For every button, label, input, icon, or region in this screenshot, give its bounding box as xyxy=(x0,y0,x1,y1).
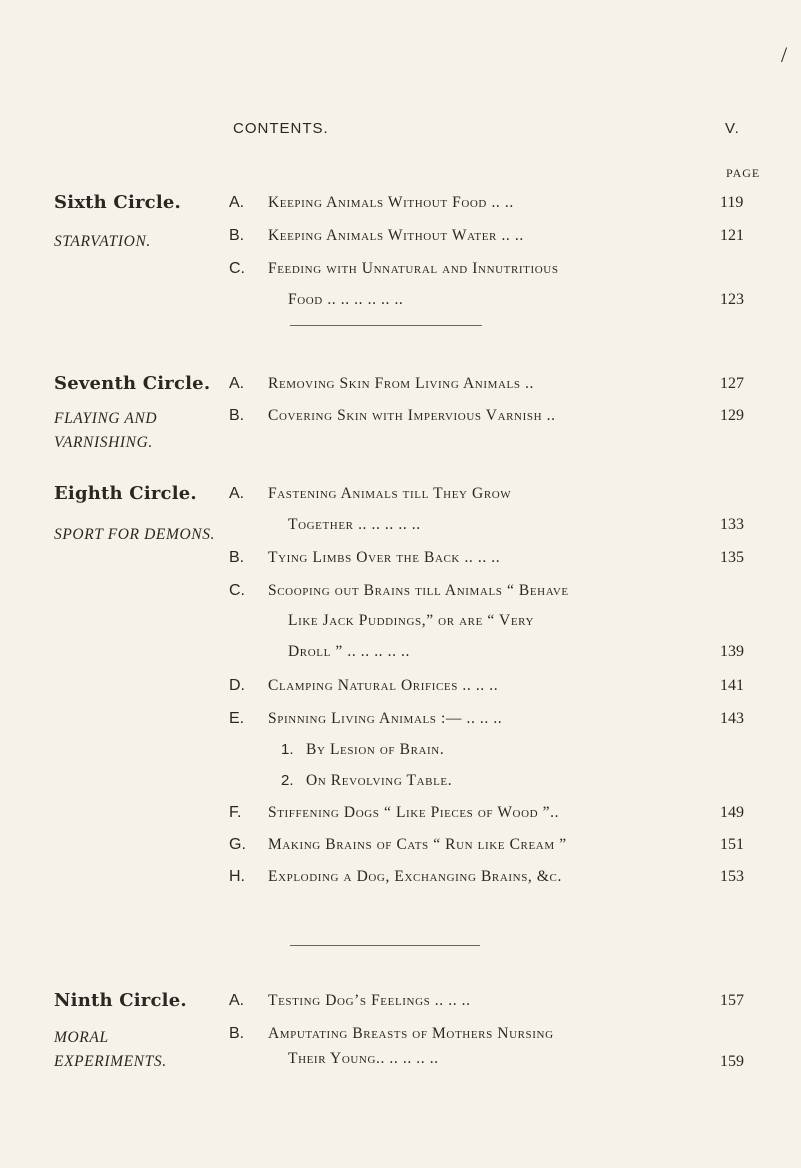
entry-text: Removing Skin From Living Animals .. xyxy=(268,375,534,392)
running-head-title: CONTENTS. xyxy=(233,120,329,137)
entry-page: 151 xyxy=(720,836,744,853)
circle-title: Sixth Circle. xyxy=(54,192,182,213)
entry-page: 159 xyxy=(720,1053,744,1070)
entry-letter: F. xyxy=(229,804,242,821)
entry-page: 121 xyxy=(720,227,744,244)
entry-page: 127 xyxy=(720,375,744,392)
entry-page: 119 xyxy=(720,194,744,211)
entry-text: Making Brains of Cats “ Run like Cream ” xyxy=(268,836,567,853)
circle-subtitle: STARVATION. xyxy=(54,233,151,250)
entry-text-continued: Together .. .. .. .. .. xyxy=(288,516,421,533)
entry-letter: B. xyxy=(229,407,245,424)
entry-text-continued: Like Jack Puddings,” or are “ Very xyxy=(288,612,535,629)
subentry-number: 2. xyxy=(281,772,294,789)
entry-page: 139 xyxy=(720,643,744,660)
entry-text-continued: Their Young.. .. .. .. .. xyxy=(288,1050,439,1067)
entry-page: 157 xyxy=(720,992,744,1009)
entry-text: Tying Limbs Over the Back .. .. .. xyxy=(268,549,501,566)
section-divider xyxy=(290,945,480,946)
entry-letter: C. xyxy=(229,582,245,599)
entry-text: Fastening Animals till They Grow xyxy=(268,485,512,502)
page-column-label: PAGE xyxy=(726,166,761,180)
entry-page: 153 xyxy=(720,868,744,885)
entry-text: Feeding with Unnatural and Innutritious xyxy=(268,260,559,277)
subentry-text: On Revolving Table. xyxy=(306,772,453,789)
circle-subtitle: SPORT FOR DEMONS. xyxy=(54,526,216,543)
subentry-number: 1. xyxy=(281,741,294,758)
circle-title: Seventh Circle. xyxy=(54,373,211,394)
entry-text: Testing Dog’s Feelings .. .. .. xyxy=(268,992,471,1009)
entry-page: 149 xyxy=(720,804,744,821)
entry-text: Amputating Breasts of Mothers Nursing xyxy=(268,1025,554,1042)
entry-text: Exploding a Dog, Exchanging Brains, &c. xyxy=(268,868,562,885)
entry-page: 143 xyxy=(720,710,744,727)
entry-text: Scooping out Brains till Animals “ Behave xyxy=(268,582,569,599)
entry-text: Covering Skin with Impervious Varnish .. xyxy=(268,407,556,424)
entry-text: Keeping Animals Without Water .. .. xyxy=(268,227,524,244)
entry-letter: A. xyxy=(229,992,245,1009)
entry-letter: B. xyxy=(229,1025,245,1042)
entry-letter: B. xyxy=(229,227,245,244)
circle-title: Eighth Circle. xyxy=(54,483,197,504)
entry-text-continued: Food .. .. .. .. .. .. xyxy=(288,291,404,308)
circle-subtitle: FLAYING AND VARNISHING. xyxy=(54,410,158,451)
entry-text: Stiffening Dogs “ Like Pieces of Wood ”.. xyxy=(268,804,560,821)
entry-letter: E. xyxy=(229,710,245,727)
entry-text-continued: Droll ” .. .. .. .. .. xyxy=(288,643,410,660)
entry-letter: A. xyxy=(229,375,245,392)
entry-page: 133 xyxy=(720,516,744,533)
entry-letter: A. xyxy=(229,485,245,502)
entry-text: Spinning Living Animals :— .. .. .. xyxy=(268,710,503,727)
corner-mark: / xyxy=(781,42,788,67)
entry-text: Keeping Animals Without Food .. .. xyxy=(268,194,514,211)
entry-page: 129 xyxy=(720,407,744,424)
running-head-page-number: V. xyxy=(725,120,740,137)
circle-subtitle: MORAL EXPERIMENTS. xyxy=(54,1029,167,1070)
entry-letter: G. xyxy=(229,836,246,853)
entry-page: 135 xyxy=(720,549,744,566)
entry-letter: A. xyxy=(229,194,245,211)
entry-page: 123 xyxy=(720,291,744,308)
entry-letter: D. xyxy=(229,677,245,694)
entry-letter: H. xyxy=(229,868,245,885)
circle-title: Ninth Circle. xyxy=(54,990,187,1011)
subentry-text: By Lesion of Brain. xyxy=(306,741,445,758)
section-divider xyxy=(290,325,482,326)
entry-letter: B. xyxy=(229,549,245,566)
entry-page: 141 xyxy=(720,677,744,694)
entry-text: Clamping Natural Orifices .. .. .. xyxy=(268,677,499,694)
entry-letter: C. xyxy=(229,260,245,277)
